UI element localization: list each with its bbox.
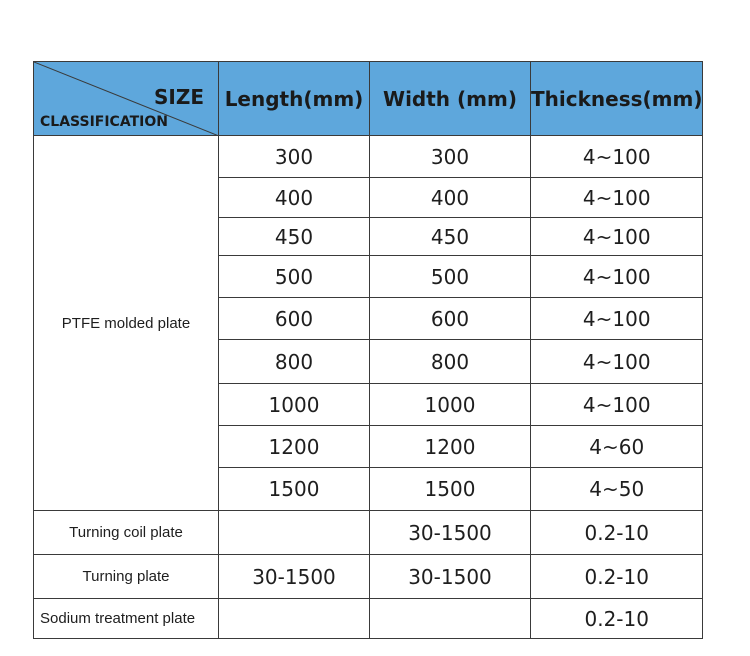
- length-cell: 30-1500: [219, 555, 370, 599]
- thickness-cell: 4~100: [531, 256, 703, 298]
- thickness-header: Thickness(mm): [531, 62, 703, 136]
- width-cell: 30-1500: [370, 555, 531, 599]
- width-cell: 1200: [370, 426, 531, 468]
- corner-header-cell: [34, 62, 219, 136]
- length-cell: 1500: [219, 468, 370, 511]
- thickness-cell: 4~100: [531, 298, 703, 340]
- classification-label: CLASSIFICATION: [40, 114, 168, 130]
- size-table: [33, 61, 703, 639]
- width-cell: [370, 599, 531, 639]
- width-cell: 400: [370, 178, 531, 218]
- table-row: [34, 136, 703, 178]
- thickness-cell: 4~100: [531, 136, 703, 178]
- thickness-cell: 0.2-10: [531, 555, 703, 599]
- thickness-cell: 4~100: [531, 178, 703, 218]
- table-row: [34, 599, 703, 639]
- width-cell: 600: [370, 298, 531, 340]
- classification-cell: Sodium treatment plate: [34, 599, 219, 639]
- table-row: [34, 555, 703, 599]
- width-cell: 450: [370, 218, 531, 256]
- width-cell: 1500: [370, 468, 531, 511]
- thickness-cell: 4~100: [531, 384, 703, 426]
- classification-cell: Turning plate: [34, 555, 219, 599]
- length-cell: 1000: [219, 384, 370, 426]
- length-header: Length(mm): [219, 62, 370, 136]
- length-cell: 1200: [219, 426, 370, 468]
- size-label: SIZE: [153, 85, 204, 109]
- width-cell: 1000: [370, 384, 531, 426]
- length-cell: 400: [219, 178, 370, 218]
- width-cell: 30-1500: [370, 511, 531, 555]
- length-cell: [219, 511, 370, 555]
- width-cell: 300: [370, 136, 531, 178]
- length-cell: 450: [219, 218, 370, 256]
- thickness-cell: 4~100: [531, 340, 703, 384]
- classification-cell: PTFE molded plate: [34, 136, 219, 511]
- thickness-cell: 4~100: [531, 218, 703, 256]
- thickness-cell: 4~60: [531, 426, 703, 468]
- thickness-cell: 4~50: [531, 468, 703, 511]
- classification-cell: Turning coil plate: [34, 511, 219, 555]
- length-cell: 500: [219, 256, 370, 298]
- width-header: Width (mm): [370, 62, 531, 136]
- thickness-cell: 0.2-10: [531, 599, 703, 639]
- length-cell: 600: [219, 298, 370, 340]
- length-cell: [219, 599, 370, 639]
- length-cell: 300: [219, 136, 370, 178]
- width-cell: 500: [370, 256, 531, 298]
- table-row: [34, 511, 703, 555]
- width-cell: 800: [370, 340, 531, 384]
- length-cell: 800: [219, 340, 370, 384]
- header-row: [34, 62, 703, 136]
- thickness-cell: 0.2-10: [531, 511, 703, 555]
